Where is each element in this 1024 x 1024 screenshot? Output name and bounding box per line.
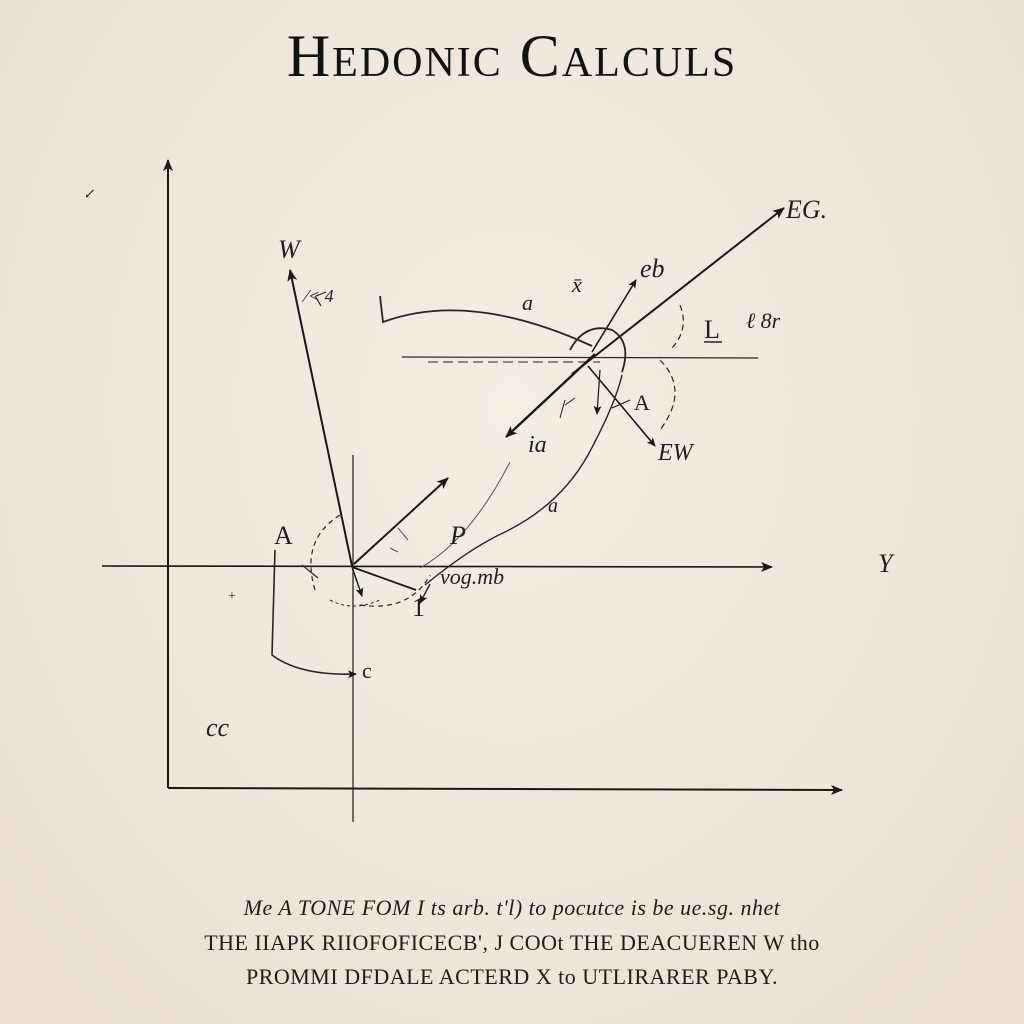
utility-curve-lower bbox=[425, 375, 622, 585]
bracket-a-to-c bbox=[272, 550, 356, 674]
label-plus: + bbox=[228, 589, 236, 604]
caption-line-3: PROMMI DFDALE ACTERD X to UTLIRARER PABY. bbox=[245, 964, 779, 989]
label-a-low: a bbox=[548, 495, 558, 517]
label-eg: EG. bbox=[786, 195, 828, 224]
label-x-bar: x̄ bbox=[572, 272, 582, 297]
label-w: W bbox=[278, 235, 300, 264]
label-ia: ia bbox=[528, 432, 547, 458]
bottom-axis bbox=[168, 788, 842, 790]
label-y-axis: Y bbox=[878, 549, 893, 578]
vector-eg bbox=[572, 208, 784, 374]
diagram-labels bbox=[84, 187, 895, 742]
caption-line-1: Me A TONE FOM I ts arb. t'l) to pocutce is be ue.sg. nhet bbox=[243, 895, 781, 920]
vector-p bbox=[354, 478, 448, 564]
label-l: L bbox=[704, 315, 720, 344]
arc-around-eg bbox=[570, 328, 625, 372]
vectors bbox=[290, 208, 784, 596]
label-cc: cc bbox=[206, 713, 230, 742]
label-p: P bbox=[450, 521, 466, 550]
label-ew: EW bbox=[658, 440, 693, 466]
label-a-mid: A bbox=[634, 390, 650, 415]
horizontal-axis bbox=[102, 566, 772, 567]
upper-reference-lines bbox=[402, 357, 758, 362]
label-eb: eb bbox=[640, 254, 665, 283]
label-c: c bbox=[362, 658, 372, 683]
label-l-er: ℓ 8r bbox=[746, 308, 781, 333]
vector-w bbox=[290, 270, 352, 566]
label-a-top: a bbox=[522, 290, 533, 315]
curves bbox=[272, 292, 722, 674]
utility-curve-top bbox=[380, 296, 592, 346]
page-title: Hedonic Calculs bbox=[286, 23, 738, 89]
caption-line-2: THE IIAPK RIIOFOFICECB', J COOt THE DEACUEREN W tho bbox=[204, 930, 820, 955]
label-w-mark: ⁄< 4 bbox=[305, 286, 334, 306]
vector-ia bbox=[506, 354, 595, 437]
label-vog: vog.mb bbox=[440, 564, 505, 589]
label-a-left: A bbox=[274, 521, 293, 550]
vector-1 bbox=[352, 567, 416, 590]
label-one: 1 bbox=[412, 593, 425, 622]
label-corner: ↙ bbox=[84, 187, 96, 202]
